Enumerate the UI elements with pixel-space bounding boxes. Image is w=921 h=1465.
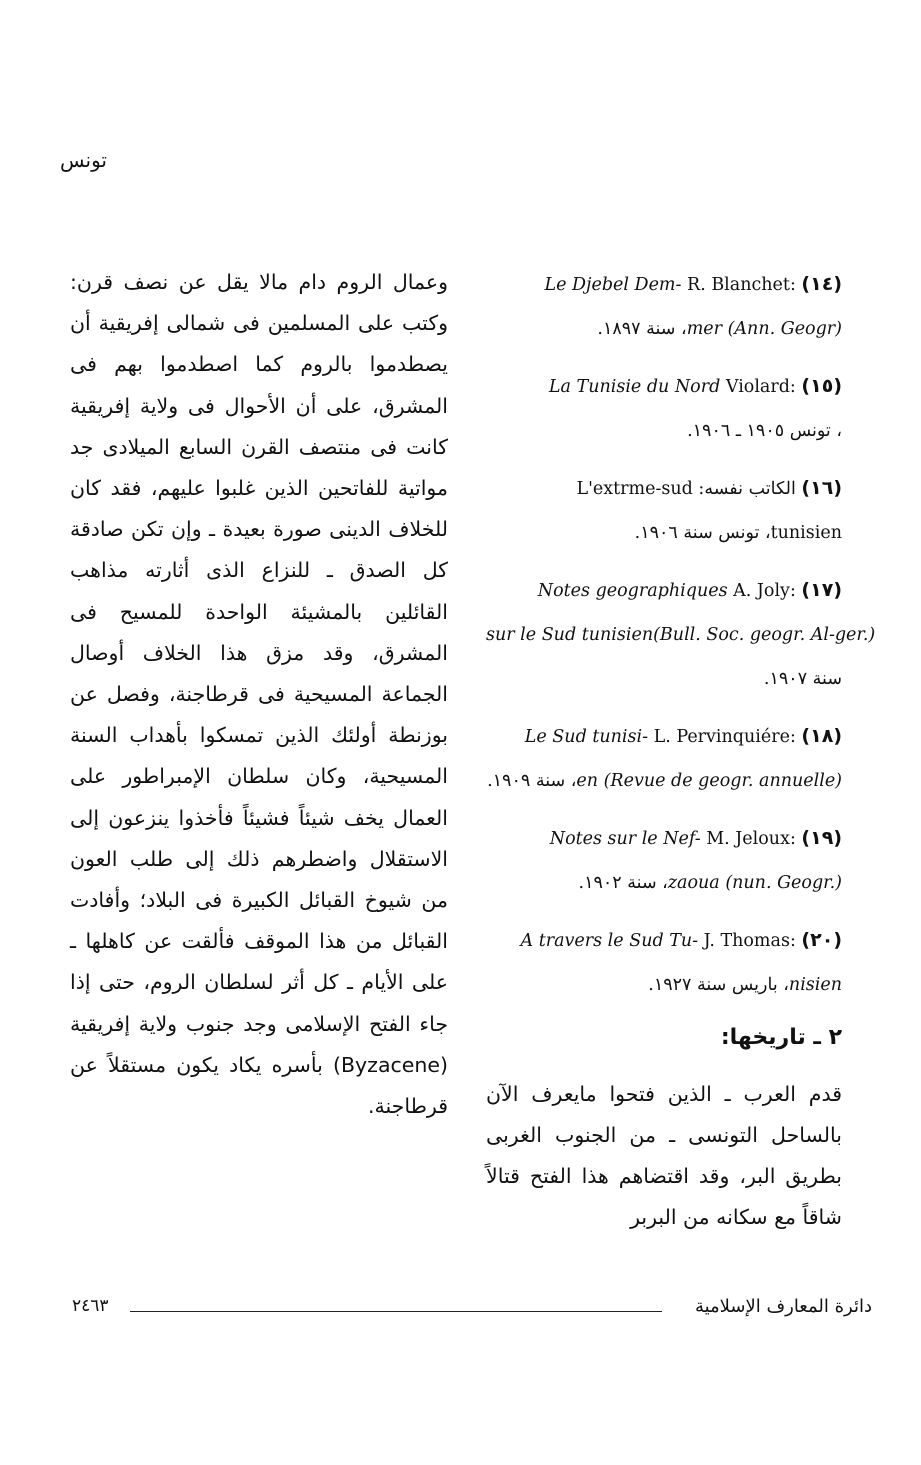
reference-author: الكاتب نفسه: [698, 479, 796, 499]
reference-number: (٢٠) [801, 929, 842, 951]
reference-title-cont: mer [686, 319, 723, 339]
reference-title: L'extrme-sud [576, 479, 693, 499]
reference-18 [486, 714, 842, 803]
left-column-paragraph: وعمال الروم دام مالا يقل عن نصف قرن: وكتب على المسلمين فى شمالى إفريقية أن يصطدموا بالروم كما اصطدموا بهم فى المشرق، على أن الأحوال فى ولاية إفريقية كانت فى منتصف القرن السابع الميلادى جد مواتية للفاتحين الذين غلبوا عليهم، فقد كان للخلاف الدينى صورة بعيدة ـ وإن تكن صادقة كل الصدق ـ للنزاع الذى أثارته مذاهب القائلين بالمشيئة الواحدة للمسيح فى المشرق، وقد مزق هذا الخلاف أوصال الجماعة المسيحية فى قرطاجنة، وفصل عن بوزنطة أولئك الذين تمسكوا بأهداب السنة المسيحية، وكان سلطان الإمبراطور على العمال يخف شيئاً فشيئاً فأخذوا ينزعون إلى الاستقلال واضطرهم ذلك إلى طلب العون من شيوخ القبائل الكبيرة فى البلاد؛ وأفادت القبائل من هذا الموقف فألقت عن كاهلها ـ على الأيام ـ كل أثر لسلطان الروم، حتى إذا جاء الفتح الإسلامى وجد جنوب ولاية إفريقية (Byzacene) بأسره يكاد يكون مستقلاً عن قرطاجنة. [70, 270, 448, 1119]
reference-title-cont: tunisien [770, 523, 842, 543]
reference-title-cont: en [576, 771, 599, 791]
reference-tail: ، باريس سنة ١٩٢٧. [648, 975, 789, 995]
reference-author: R. Blanchet: [687, 275, 796, 295]
reference-20 [486, 918, 842, 1007]
reference-number: (١٥) [801, 375, 842, 397]
reference-title: Le Djebel Dem- [544, 275, 682, 295]
page-number: ٢٤٦٣ [72, 1296, 109, 1316]
reference-tail: سنة ١٩٠٧. [763, 669, 842, 689]
reference-publication: (Ann. Geogr) [727, 319, 842, 339]
reference-number: (١٨) [801, 725, 842, 747]
reference-publication: (Bull. Soc. geogr. Al-ger.) [653, 625, 876, 645]
page-footer [72, 1296, 872, 1326]
reference-title-cont: nisien [788, 975, 842, 995]
reference-19 [486, 816, 842, 905]
left-column [70, 262, 448, 1127]
footer-rule [130, 1311, 662, 1312]
history-paragraph: قدم العرب ـ الذين فتحوا مايعرف الآن بالساحل التونسى ـ من الجنوب الغربى بطريق البر، وقد اقتضاهم هذا الفتح قتالاً شاقاً مع سكانه من البربر [486, 1082, 842, 1229]
reference-title: A travers le Sud Tu- [520, 931, 699, 951]
reference-title: Notes geographiques [537, 581, 728, 601]
encyclopedia-name: دائرة المعارف الإسلامية [694, 1296, 872, 1317]
reference-tail: ، سنة ١٩٠٢. [578, 873, 668, 893]
reference-author: Violard: [725, 377, 796, 397]
reference-author: L. Pervinquiére: [653, 727, 796, 747]
reference-number: (١٦) [801, 477, 842, 499]
reference-title: La Tunisie du Nord [548, 377, 721, 397]
reference-author: A. Joly: [733, 581, 796, 601]
reference-16 [486, 466, 842, 555]
reference-publication: (nun. Geogr.) [725, 873, 842, 893]
reference-tail: ، سنة ١٩٠٩. [487, 771, 577, 791]
reference-number: (١٧) [801, 579, 842, 601]
reference-tail: ، سنة ١٨٩٧. [597, 319, 687, 339]
section-title: ٢ ـ تاريخها: [720, 1025, 842, 1050]
reference-author: J. Thomas: [703, 931, 796, 951]
right-column [486, 262, 876, 1238]
reference-tail: ، تونس سنة ١٩٠٦. [634, 523, 771, 543]
reference-title: Notes sur le Nef- [549, 829, 701, 849]
reference-title-cont: zaoua [667, 873, 720, 893]
reference-author: M. Jeloux: [706, 829, 796, 849]
reference-17 [486, 568, 876, 701]
reference-publication: (Revue de geogr. annuelle) [603, 771, 842, 791]
reference-title: Le Sud tunisi- [524, 727, 648, 747]
reference-tail: ، تونس ١٩٠٥ ـ ١٩٠٦. [687, 421, 842, 441]
running-header: تونس [60, 148, 107, 172]
reference-14 [486, 262, 842, 351]
reference-title-cont: sur le Sud tunisien [486, 625, 654, 645]
reference-number: (١٤) [801, 273, 842, 295]
reference-number: (١٩) [801, 827, 842, 849]
reference-15 [486, 364, 842, 453]
